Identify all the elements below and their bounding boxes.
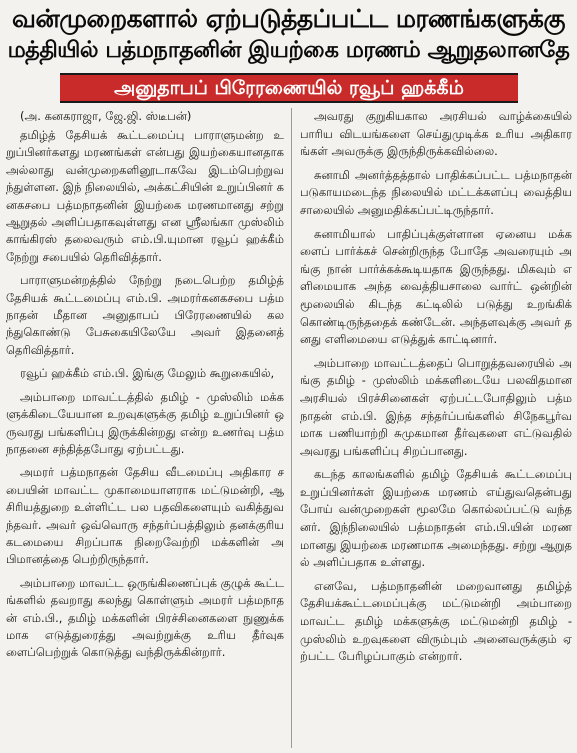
article-paragraph: ரவூப் ஹக்கீம் எம்.பி. இங்கு மேலும் கூறுகையில், (20, 366, 275, 381)
article-paragraph: கடந்த காலங்களில் தமிழ் தேசியக் கூட்டமைப்பு உறுப்பினர்கள் இயற்கை மரணம் எய்துவதென்பது போய் வன்முறைகள் மூலமே கொல்லப்பட்டு வந்தனர். இந்நிலையில் பத்மநாதன் எம்.பி.யின் மரணமானது இயற்கை மரணமாக அமைந்தது. சற்று ஆறுதல் அளிப்பதாக உள்ளது. (300, 467, 572, 570)
byline: (அ. கனகராஜா, ஜே.ஜி. ஸ்டீபன்) (20, 109, 192, 123)
subheading-banner (60, 73, 518, 103)
article-paragraph: சுனாமியால் பாதிப்புக்குள்ளான ஏனைய மக்களைப் பார்க்கச் சென்றிருந்த போதே அவரையும் அங்கு நான் பார்க்கக்கூடியதாக இருந்தது. மிகவும் எளிமையாக அந்த வைத்தியசாலை வார்ட் ஒன்றின் மூலையில் கிடந்த கட்டிலில் படுத்து உறங்கிக் கொண்டிருந்ததைக் கண்டேன். அந்தளவுக்கு அவர் தனது எளிமையை எடுத்துக் காட்டினார். (300, 226, 572, 347)
article-paragraph: அவரது குறுகியகால அரசியல் வாழ்க்கையில் பாரிய விடயங்களை செய்துமுடிக்க உரிய அதிகாரங்கள் அவருக்கு இருந்திருக்கவில்லை. (300, 109, 572, 159)
headline-line-1: வன்முறைகளால் ஏற்படுத்தப்பட்ட மரணங்களுக்கு (12, 4, 565, 33)
subheading-text: அனுதாபப் பிரேரணையில் ரவூப் ஹக்கீம் (114, 77, 464, 99)
article-paragraph: தமிழ்த் தேசியக் கூட்டமைப்பு பாராளுமன்ற உறுப்பினர்களது மரணங்கள் என்பது இயற்கையானதாக அல்லாது வன்முறைகளினூடாகவே இடம்பெற்றுவந்துள்ளன. இந் நிலையில், அக்கட்சியின் உறுப்பினர் கனகசபை பத்மநாதனின் இயற்கை மரணமானது சற்று ஆறுதல் அளிப்பதாகவுள்ளது என ஸ்ரீலங்கா முஸ்லிம் காங்கிரஸ் தலைவரும் எம்.பி.யுமான ரவூப் ஹக்கீம் நேற்று சபையில் தெரிவித்தார். (6, 128, 284, 264)
article-paragraph: அமரர் பத்மநாதன் தேசிய வீடமைப்பு அதிகார சபையின் மாவட்ட முகாமையாளராக மட்டுமன்றி, ஆசிரியத்துறை உள்ளிட்ட பல பதவிகளையும் வகித்துவந்தவர். அவர் ஒவ்வொரு சந்தர்ப்பத்திலும் தனக்குரிய கடமையை சிறப்பாக நிறைவேற்றி மக்களின் அபிமானத்தை பெற்றிருந்தார். (6, 465, 284, 567)
headline-line-2: மத்தியில் பத்மநாதனின் இயற்கை மரணம் ஆறுதலானதே (7, 37, 570, 63)
article-paragraph: எனவே, பத்மநாதனின் மறைவானது தமிழ்த் தேசியக்கூட்டமைப்புக்கு மட்டுமன்றி அம்பாறை மாவட்ட தமிழ் மக்களுக்கு மட்டுமன்றி தமிழ் - முஸ்லிம் உறவுகளை விரும்பும் அனைவருக்கும் ஏற்பட்ட பேரிழப்பாகும் என்றார். (300, 578, 572, 664)
column-divider (291, 108, 292, 748)
article-column-right (300, 108, 572, 748)
article-column-left (6, 108, 284, 748)
article-paragraph: அம்பாறை மாவட்டத்தில் தமிழ் - முஸ்லிம் மக்களுக்கிடையேயான உறவுகளுக்கு தமிழ் உறுப்பினர் ஒருவரது பங்களிப்பு இருக்கின்றது என்ற உணர்வு பத்மநாதனை சந்தித்தபோது ஏற்பட்டது. (6, 389, 284, 456)
article-paragraph: அம்பாறை மாவட்டத்தைப் பொறுத்தவரையில் அங்கு தமிழ் - முஸ்லிம் மக்களிடையே பலவிதமான அரசியல் பிரச்சினைகள் ஏற்பட்டபோதிலும் பத்மநாதன் எம்.பி. இந்த சந்தர்ப்பங்களில் சிநேகபூர்வமாக பணியாற்றி சுமுகமான தீர்வுகளை எட்டுவதில் அவரது பங்களிப்பு சிறப்பானது. (300, 355, 572, 458)
article-paragraph: அம்பாறை மாவட்ட ஒருங்கிணைப்புக் குழுக் கூட்டங்களில் தவறாது கலந்து கொள்ளும் அமரர் பத்மநாதன் எம்.பி., தமிழ் மக்களின் பிரச்சினைகளை நுணுக்கமாக எடுத்துரைத்து அவற்றுக்கு உரிய தீர்வுகளைப்பெற்றுக் கொடுத்து வந்திருக்கின்றார். (6, 575, 284, 660)
article-paragraph: பாராளுமன்றத்தில் நேற்று நடைபெற்ற தமிழ்த் தேசியக் கூட்டமைப்பு எம்.பி. அமரர்கனகசபை பத்மநாதன் மீதான அனுதாபப் பிரேரணையில் கலந்துகொண்டு பேசுகையிலேயே அவர் இதனைத் தெரிவித்தார். (6, 273, 284, 357)
article-paragraph: சுனாமி அனர்த்தத்தால் பாதிக்கப்பட்ட பத்மநாதன் படுகாயமடைந்த நிலையில் மட்டக்களப்பு வைத்தியசாலையில் அனுமதிக்கப்பட்டிருந்தார். (300, 167, 572, 217)
